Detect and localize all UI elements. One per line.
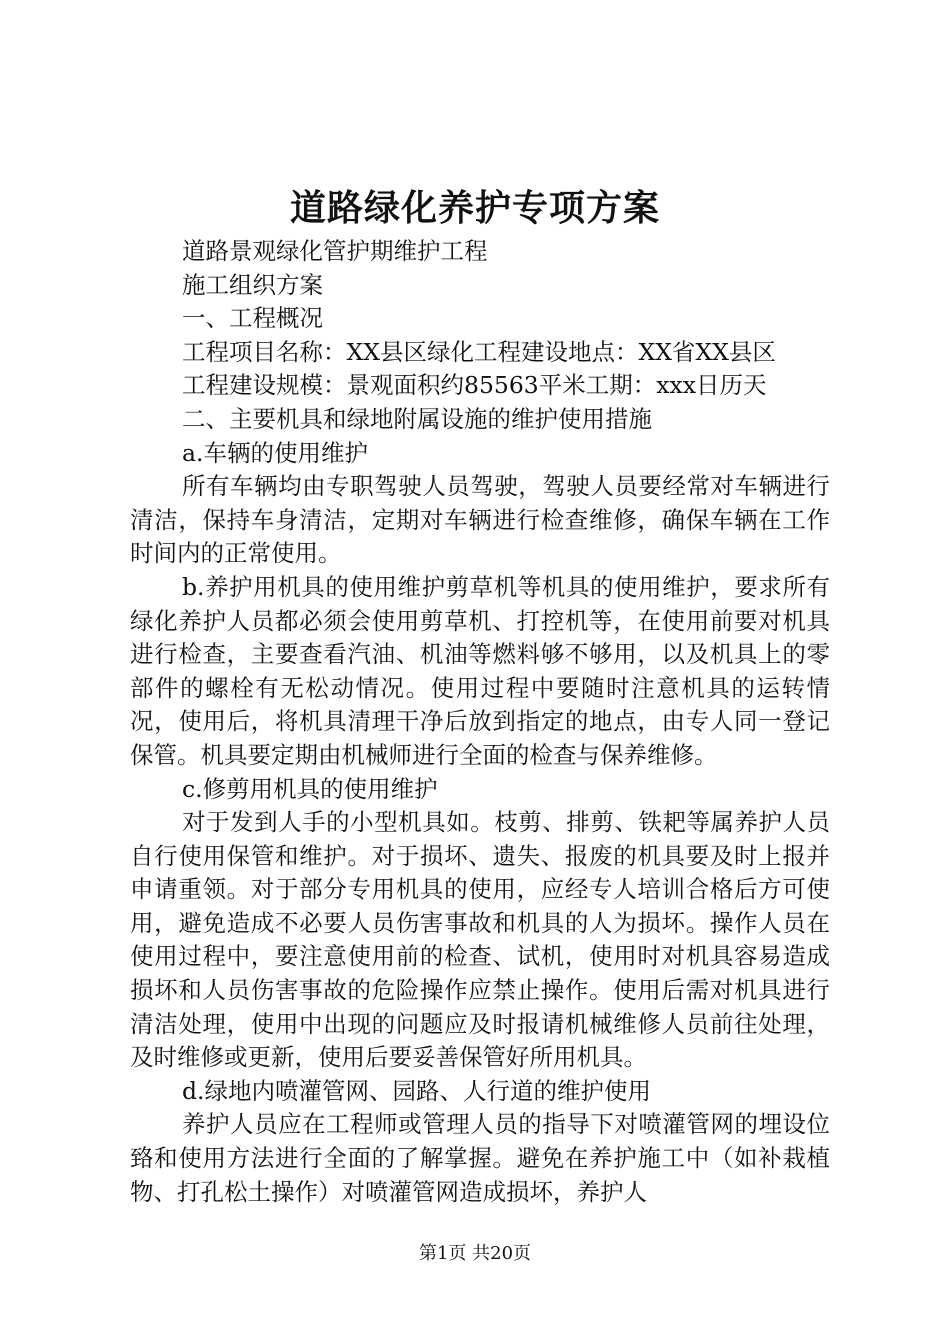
paragraph-vehicles: 所有车辆均由专职驾驶人员驾驶，驾驶人员要经常对车辆进行清洁，保持车身清洁，定期对车辆进行检查维修，确保车辆在工作时间内的正常使用。 — [130, 472, 830, 568]
subtitle-plan: 施工组织方案 — [182, 270, 323, 299]
document-title: 道路绿化养护专项方案 — [289, 187, 660, 229]
section-heading-measures: 二、主要机具和绿地附属设施的维护使用措施 — [182, 404, 652, 433]
paragraph-pruning-tools: 对于发到人手的小型机具如。枝剪、排剪、铁耙等属养护人员自行使用保管和维护。对于损坏、遗失、报废的机具要及时上报并申请重领。对于部分专用机具的使用，应经专人培训合格后方可使用，避免造成不必要人员伤害事故和机具的人为损坏。操作人员在使用过程中，要注意使用前的检查、试机，使用时对机具容易造成损坏和人员伤害事故的危险操作应禁止操作。使用后需对机具进行清洁处理，使用中出现的问题应及时报请机械维修人员前往处理，及时维修或更新，使用后要妥善保管好所用机具。 — [130, 808, 830, 1072]
project-scale-line: 工程建设规模：景观面积约85563平米工期：xxx日历天 — [182, 371, 767, 400]
subheading-pruning-tools: c.修剪用机具的使用维护 — [182, 774, 438, 803]
paragraph-machinery: b.养护用机具的使用维护剪草机等机具的使用维护，要求所有绿化养护人员都必须会使用剪草机、打控机等，在使用前要对机具进行检查，主要查看汽油、机油等燃料够不够用，以及机具上的零部件的螺栓有无松动情况。使用过程中要随时注意机具的运转情况，使用后，将机具清理干净后放到指定的地点，由专人同一登记保管。机具要定期由机械师进行全面的检查与保养维修。 — [130, 572, 830, 769]
subheading-vehicles: a.车辆的使用维护 — [182, 438, 368, 467]
section-heading-overview: 一、工程概况 — [182, 304, 323, 333]
page-footer: 第1页 共20页 — [418, 1243, 532, 1264]
subheading-irrigation: d.绿地内喷灌管网、园路、人行道的维护使用 — [182, 1076, 652, 1105]
document-body — [130, 235, 830, 1209]
project-name-line: 工程项目名称：XX县区绿化工程建设地点：XX省XX县区 — [182, 337, 776, 366]
subtitle-project: 道路景观绿化管护期维护工程 — [182, 237, 488, 265]
paragraph-irrigation: 养护人员应在工程师或管理人员的指导下对喷灌管网的埋设位臵和使用方法进行全面的了解掌握。避免在养护施工中（如补栽植物、打孔松土操作）对喷灌管网造成损坏，养护人 — [130, 1110, 830, 1206]
